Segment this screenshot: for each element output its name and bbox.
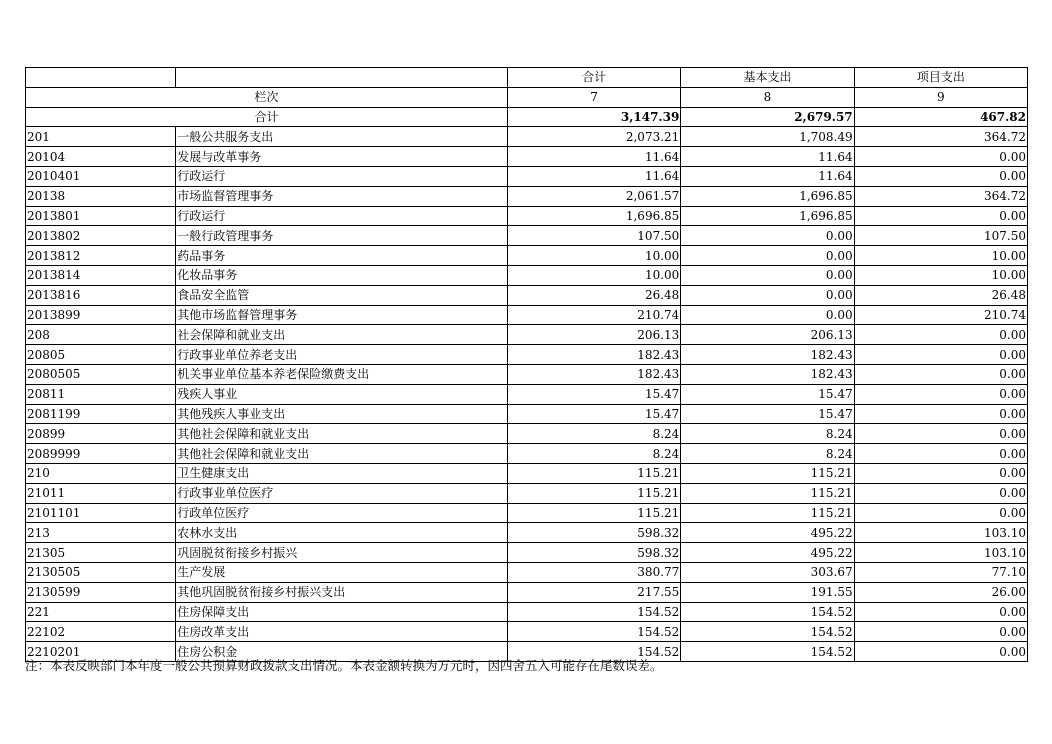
name-cell: 巩固脱贫衔接乡村振兴: [176, 543, 508, 563]
total-cell: 598.32: [507, 523, 680, 543]
name-cell: 行政事业单位养老支出: [176, 345, 508, 365]
header-basic: 基本支出: [681, 68, 854, 88]
table-row: [26, 166, 1028, 186]
basic-cell: 154.52: [681, 602, 854, 622]
total-cell: 154.52: [507, 602, 680, 622]
table-footnote: 注：本表反映部门本年度一般公共预算财政拨款支出情况。本表金额转换为万元时，因四舍五入可能存在尾数误差。: [25, 658, 663, 673]
project-cell: 103.10: [854, 523, 1027, 543]
code-cell: 2130599: [26, 582, 176, 602]
project-cell: 0.00: [854, 166, 1027, 186]
code-cell: 21011: [26, 483, 176, 503]
code-cell: 210: [26, 463, 176, 483]
table-row: [26, 602, 1028, 622]
table-row: [26, 364, 1028, 384]
project-cell: 0.00: [854, 444, 1027, 464]
table-row: [26, 325, 1028, 345]
code-cell: 20899: [26, 424, 176, 444]
code-cell: 2013802: [26, 226, 176, 246]
basic-cell: 206.13: [681, 325, 854, 345]
name-cell: 其他残疾人事业支出: [176, 404, 508, 424]
basic-cell: 154.52: [681, 642, 854, 662]
total-row: [26, 107, 1028, 127]
project-cell: 10.00: [854, 246, 1027, 266]
header-project: 项目支出: [854, 68, 1027, 88]
basic-cell: 115.21: [681, 463, 854, 483]
basic-cell: 11.64: [681, 166, 854, 186]
table-row: [26, 384, 1028, 404]
code-cell: 2013899: [26, 305, 176, 325]
basic-cell: 191.55: [681, 582, 854, 602]
table-row: [26, 127, 1028, 147]
total-cell: 154.52: [507, 622, 680, 642]
name-cell: 市场监督管理事务: [176, 186, 508, 206]
total-cell: 11.64: [507, 147, 680, 167]
project-cell: 364.72: [854, 127, 1027, 147]
name-cell: 其他市场监督管理事务: [176, 305, 508, 325]
code-cell: 20104: [26, 147, 176, 167]
total-cell: 182.43: [507, 364, 680, 384]
table-row: [26, 424, 1028, 444]
table-row: [26, 562, 1028, 582]
name-cell: 生产发展: [176, 562, 508, 582]
table-row: [26, 226, 1028, 246]
project-cell: 0.00: [854, 463, 1027, 483]
project-cell: 26.00: [854, 582, 1027, 602]
basic-cell: 115.21: [681, 483, 854, 503]
basic-cell: 11.64: [681, 147, 854, 167]
name-cell: 行政事业单位医疗: [176, 483, 508, 503]
col-number-project: 9: [854, 87, 1027, 107]
code-cell: 20805: [26, 345, 176, 365]
table-row: [26, 523, 1028, 543]
code-cell: 2089999: [26, 444, 176, 464]
name-cell: 农林水支出: [176, 523, 508, 543]
code-cell: 20811: [26, 384, 176, 404]
basic-cell: 182.43: [681, 364, 854, 384]
total-cell: 154.52: [507, 642, 680, 662]
name-cell: 行政单位医疗: [176, 503, 508, 523]
basic-cell: 1,696.85: [681, 206, 854, 226]
project-cell: 0.00: [854, 404, 1027, 424]
code-cell: 2081199: [26, 404, 176, 424]
total-cell: 15.47: [507, 404, 680, 424]
code-cell: 208: [26, 325, 176, 345]
basic-cell: 182.43: [681, 345, 854, 365]
code-cell: 2013814: [26, 265, 176, 285]
basic-cell: 0.00: [681, 246, 854, 266]
total-cell: 8.24: [507, 444, 680, 464]
name-cell: 住房公积金: [176, 642, 508, 662]
total-cell: 115.21: [507, 463, 680, 483]
project-cell: 10.00: [854, 265, 1027, 285]
total-cell: 210.74: [507, 305, 680, 325]
name-cell: 其他巩固脱贫衔接乡村振兴支出: [176, 582, 508, 602]
name-cell: 行政运行: [176, 206, 508, 226]
name-cell: 社会保障和就业支出: [176, 325, 508, 345]
total-cell: 217.55: [507, 582, 680, 602]
total-label: 合计: [26, 107, 508, 127]
name-cell: 化妆品事务: [176, 265, 508, 285]
total-cell: 115.21: [507, 483, 680, 503]
basic-cell: 0.00: [681, 285, 854, 305]
basic-cell: 15.47: [681, 404, 854, 424]
code-cell: 22102: [26, 622, 176, 642]
table-row: [26, 622, 1028, 642]
code-cell: 2013812: [26, 246, 176, 266]
basic-total-value: 2,679.57: [681, 107, 854, 127]
name-cell: 一般行政管理事务: [176, 226, 508, 246]
total-cell: 206.13: [507, 325, 680, 345]
project-cell: 0.00: [854, 345, 1027, 365]
project-cell: 0.00: [854, 424, 1027, 444]
project-cell: 0.00: [854, 147, 1027, 167]
table-row: [26, 345, 1028, 365]
total-cell: 26.48: [507, 285, 680, 305]
code-cell: 21305: [26, 543, 176, 563]
basic-cell: 0.00: [681, 305, 854, 325]
project-cell: 210.74: [854, 305, 1027, 325]
total-cell: 10.00: [507, 265, 680, 285]
basic-cell: 1,696.85: [681, 186, 854, 206]
table-row: [26, 503, 1028, 523]
table-row: [26, 305, 1028, 325]
basic-cell: 115.21: [681, 503, 854, 523]
name-cell: 药品事务: [176, 246, 508, 266]
name-cell: 食品安全监管: [176, 285, 508, 305]
header-row: [26, 68, 1028, 88]
code-cell: 2130505: [26, 562, 176, 582]
code-cell: 2013816: [26, 285, 176, 305]
total-cell: 1,696.85: [507, 206, 680, 226]
code-cell: 20138: [26, 186, 176, 206]
project-cell: 77.10: [854, 562, 1027, 582]
total-cell: 11.64: [507, 166, 680, 186]
total-value: 3,147.39: [507, 107, 680, 127]
code-cell: 221: [26, 602, 176, 622]
basic-cell: 303.67: [681, 562, 854, 582]
column-number-row: [26, 87, 1028, 107]
table-row: [26, 444, 1028, 464]
name-cell: 卫生健康支出: [176, 463, 508, 483]
table-row: [26, 147, 1028, 167]
expenditure-table-container: [25, 67, 1028, 662]
project-cell: 0.00: [854, 384, 1027, 404]
expenditure-table: [25, 67, 1028, 662]
code-cell: 201: [26, 127, 176, 147]
name-cell: 其他社会保障和就业支出: [176, 424, 508, 444]
basic-cell: 1,708.49: [681, 127, 854, 147]
basic-cell: 15.47: [681, 384, 854, 404]
table-row: [26, 483, 1028, 503]
code-cell: 2101101: [26, 503, 176, 523]
project-cell: 364.72: [854, 186, 1027, 206]
total-cell: 2,061.57: [507, 186, 680, 206]
project-cell: 0.00: [854, 602, 1027, 622]
basic-cell: 0.00: [681, 226, 854, 246]
project-cell: 0.00: [854, 325, 1027, 345]
table-row: [26, 265, 1028, 285]
table-row: [26, 285, 1028, 305]
name-cell: 发展与改革事务: [176, 147, 508, 167]
project-cell: 103.10: [854, 543, 1027, 563]
basic-cell: 495.22: [681, 523, 854, 543]
table-row: [26, 206, 1028, 226]
basic-cell: 154.52: [681, 622, 854, 642]
project-cell: 0.00: [854, 206, 1027, 226]
project-total-value: 467.82: [854, 107, 1027, 127]
project-cell: 0.00: [854, 503, 1027, 523]
code-cell: 213: [26, 523, 176, 543]
total-cell: 380.77: [507, 562, 680, 582]
table-row: [26, 186, 1028, 206]
name-cell: 其他社会保障和就业支出: [176, 444, 508, 464]
basic-cell: 8.24: [681, 444, 854, 464]
col-number-total: 7: [507, 87, 680, 107]
project-cell: 0.00: [854, 642, 1027, 662]
project-cell: 107.50: [854, 226, 1027, 246]
name-cell: 机关事业单位基本养老保险缴费支出: [176, 364, 508, 384]
project-cell: 0.00: [854, 622, 1027, 642]
project-cell: 0.00: [854, 483, 1027, 503]
code-cell: 2210201: [26, 642, 176, 662]
name-cell: 一般公共服务支出: [176, 127, 508, 147]
project-cell: 26.48: [854, 285, 1027, 305]
name-cell: 住房改革支出: [176, 622, 508, 642]
total-cell: 107.50: [507, 226, 680, 246]
table-row: [26, 463, 1028, 483]
basic-cell: 0.00: [681, 265, 854, 285]
total-cell: 182.43: [507, 345, 680, 365]
basic-cell: 8.24: [681, 424, 854, 444]
table-row: [26, 246, 1028, 266]
header-blank-name: [176, 68, 508, 88]
total-cell: 8.24: [507, 424, 680, 444]
col-number-basic: 8: [681, 87, 854, 107]
project-cell: 0.00: [854, 364, 1027, 384]
table-row: [26, 404, 1028, 424]
code-cell: 2013801: [26, 206, 176, 226]
total-cell: 598.32: [507, 543, 680, 563]
code-cell: 2010401: [26, 166, 176, 186]
name-cell: 残疾人事业: [176, 384, 508, 404]
basic-cell: 495.22: [681, 543, 854, 563]
code-cell: 2080505: [26, 364, 176, 384]
header-blank-code: [26, 68, 176, 88]
total-cell: 2,073.21: [507, 127, 680, 147]
name-cell: 行政运行: [176, 166, 508, 186]
total-cell: 15.47: [507, 384, 680, 404]
table-body: [26, 68, 1028, 662]
row-label: 栏次: [26, 87, 508, 107]
header-total: 合计: [507, 68, 680, 88]
table-row: [26, 582, 1028, 602]
total-cell: 10.00: [507, 246, 680, 266]
name-cell: 住房保障支出: [176, 602, 508, 622]
table-row: [26, 543, 1028, 563]
total-cell: 115.21: [507, 503, 680, 523]
